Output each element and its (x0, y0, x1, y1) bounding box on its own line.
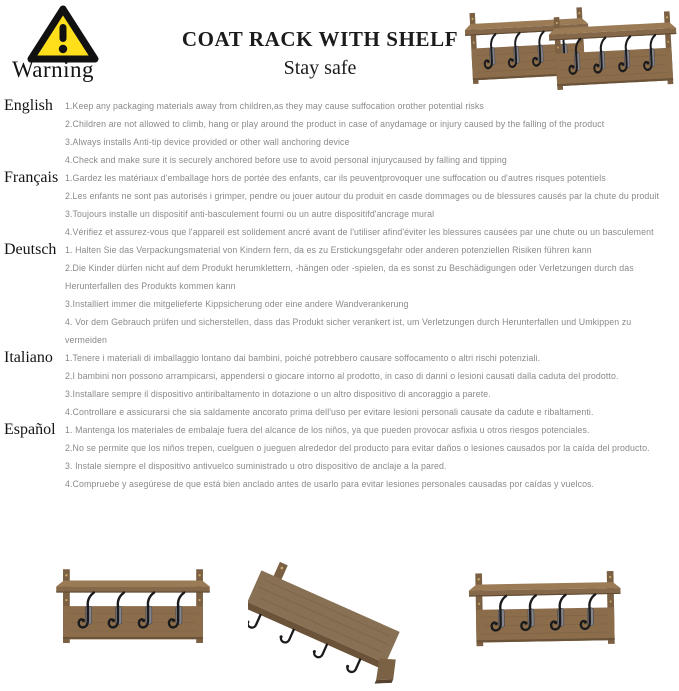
instruction-item: 1. Halten Sie das Verpackungsmaterial von Kindern fern, da es zu Erstickungsgefahr oder anderen potenziellen Risiken führen kann (65, 245, 592, 255)
instruction-item: 1.Keep any packaging materials away from children,as they may cause suffocation orother potential risks (65, 101, 484, 111)
instruction-item: 2.Les enfants ne sont pas autorisés i grimper, pendre ou jouer autour du produit en casde dommages ou de blessures causés par la chute du produit (65, 191, 659, 201)
section-deutsch (4, 241, 675, 349)
instruction-item: 3.Installiert immer die mitgelieferte Kippsicherung oder eine andere Wandverankerung (65, 299, 409, 309)
warning-label: Warning (11, 57, 95, 82)
instruction-item: 4.Controllare e assicurarsi che sia saldamente ancorato prima dell'uso per evitare lesioni personali causate da cadute e ribaltamenti. (65, 407, 594, 417)
section-label: Español (4, 421, 56, 438)
instruction-item: 2.Die Kinder dürfen nicht auf dem Produkt herumklettern, -hängen oder -spielen, da es sonst zu Beschädigungen oder Verletzungen durch das Herunterfallen des Produkts kommen kann (65, 263, 634, 291)
section-english (4, 97, 675, 169)
instruction-item: 3.Always installs Anti-tip device provided or other wall anchoring device (65, 137, 350, 147)
section-label: Français (4, 169, 59, 186)
instruction-item: 2.No se permite que los niños trepen, cuelguen o jueguen alrededor del producto para evitar daños o lesiones causados por la caída del producto. (65, 443, 650, 453)
product-photo-perspective-view (466, 569, 623, 650)
instruction-item: 3. Instale siempre el dispositivo antivuelco suministrado u otro dispositivo de anclaje a la pared. (65, 461, 447, 471)
page-subtitle: Stay safe (283, 57, 357, 79)
instruction-item: 4.Check and make sure it is securely anchored before use to avoid personal injurycaused by falling and tipping (65, 155, 507, 165)
section-items (65, 97, 675, 169)
section-items (65, 349, 675, 421)
section-francais (4, 169, 675, 241)
product-photo-two-racks (464, 0, 679, 100)
section-italiano (4, 349, 675, 421)
instruction-item: 1.Gardez les matériaux d'emballage hors de portée des enfants, car ils peuventprovoquer une suffocation ou d'autres risques potentiels (65, 173, 606, 183)
instruction-item: 3.Toujours installe un dispositif anti-basculement fourni ou un autre dispositifd'ancrage mural (65, 209, 435, 219)
instruction-item: 3.Installare sempre il dispositivo antiribaltamento in dotazione o un altro dispositivo di ancoraggio a parete. (65, 389, 491, 399)
section-label: Italiano (4, 349, 53, 366)
instruction-item: 1. Mantenga los materiales de embalaje fuera del alcance de los niños, ya que pueden provocar asfixia u otros riesgos potenciales. (65, 425, 590, 435)
coat-rack-with-shelf-icon (546, 9, 679, 94)
section-label: English (4, 97, 53, 114)
instruction-item: 4.Compruebe y asegúrese de que está bien anclado antes de usarlo para evitar lesiones personales causadas por caídas y vuelcos. (65, 479, 595, 489)
section-items (65, 169, 675, 241)
page-title: COAT RACK WITH SHELF (181, 27, 459, 51)
instruction-item: 4.Vérifiez et assurez-vous que l'appareil est solidement ancré avant de l'utiliser afind'éviter les blessures causées par une chute ou un basculement (65, 227, 654, 237)
product-photo-angled-shelf (248, 557, 430, 691)
section-label: Deutsch (4, 241, 57, 258)
instruction-item: 4. Vor dem Gebrauch prüfen und sicherstellen, dass das Produkt sicher verankert ist, um Verletzungen durch Herunterfallen und Umkippen zu vermeiden (65, 317, 632, 345)
instruction-item: 2.Children are not allowed to climb, hang or play around the product in case of anydamage or injury caused by the falling of the product (65, 119, 605, 129)
section-items (65, 241, 675, 349)
instruction-sections (4, 97, 675, 493)
warning-triangle-icon (25, 4, 101, 64)
instruction-item: 1.Tenere i materiali di imballaggio lontano dai bambini, poiché potrebbero causare soffocamento o altri rischi potenziali. (65, 353, 541, 363)
section-items (65, 421, 675, 493)
instruction-item: 2.I bambini non possono arrampicarsi, appendersi o giocare intorno al prodotto, in caso di danni o lesioni causati dalla caduta del prodotto. (65, 371, 619, 381)
product-photo-front-view (54, 567, 212, 646)
section-espanol (4, 421, 675, 493)
